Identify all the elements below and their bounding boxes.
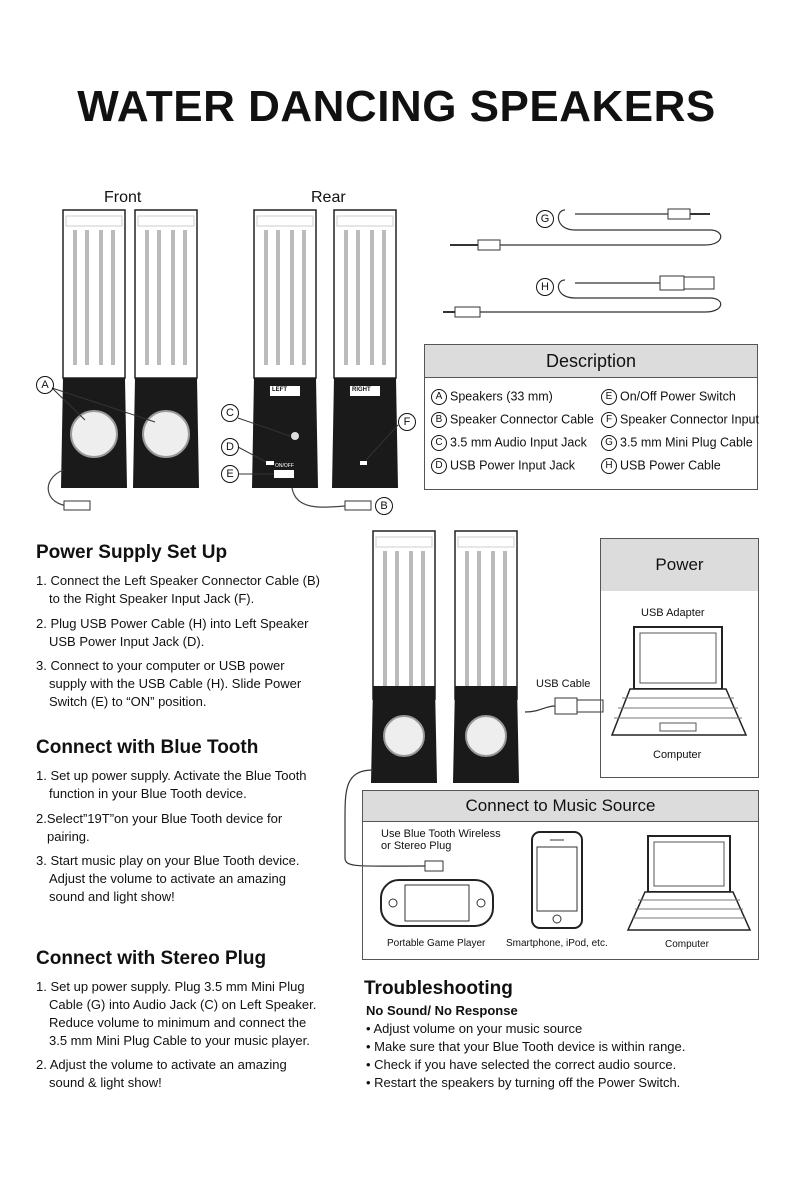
troubleshooting-item: • Make sure that your Blue Tooth device is within range. — [366, 1039, 686, 1054]
bluetooth-step-2: 2.Select”19T”on your Blue Tooth device for pairing. — [36, 811, 283, 844]
desc-item: F Speaker Connector Input — [601, 412, 759, 428]
power-setup-heading: Power Supply Set Up — [36, 542, 228, 563]
callout-b: B — [375, 497, 393, 515]
troubleshooting-item: • Adjust volume on your music source — [366, 1021, 583, 1036]
callout-f: F — [398, 413, 416, 431]
callout-a: A — [36, 376, 54, 394]
music-note-line1: Use Blue Tooth Wireless — [381, 828, 501, 840]
troubleshooting-item: • Restart the speakers by turning off the Power Switch. — [366, 1075, 681, 1090]
setup-left-speaker — [371, 531, 437, 783]
power-step-2: 2. Plug USB Power Cable (H) into Left Speaker USB Power Input Jack (D). — [36, 616, 309, 649]
music-note-line2: or Stereo Plug — [381, 840, 452, 852]
troubleshooting-subheading: No Sound/ No Response — [366, 1003, 518, 1018]
music-computer-label: Computer — [665, 939, 709, 950]
smartphone-label: Smartphone, iPod, etc. — [506, 938, 608, 949]
power-step-1: 1. Connect the Left Speaker Connector Cable (B) to the Right Speaker Input Jack (F). — [36, 573, 321, 606]
desc-item: E On/Off Power Switch — [601, 389, 736, 405]
desc-item: D USB Power Input Jack — [431, 458, 575, 474]
bluetooth-step-1: 1. Set up power supply. Activate the Blue Tooth function in your Blue Tooth device. — [36, 768, 307, 801]
stereo-step-2: 2. Adjust the volume to activate an amazing sound & light show! — [36, 1057, 287, 1090]
callout-h: H — [536, 278, 554, 296]
troubleshooting-item: • Check if you have selected the correct audio source. — [366, 1057, 677, 1072]
desc-item: H USB Power Cable — [601, 458, 721, 474]
callout-c: C — [221, 404, 239, 422]
rear-label: Rear — [311, 189, 346, 206]
usb-adapter-label: USB Adapter — [641, 607, 705, 619]
description-heading: Description — [425, 345, 757, 378]
callout-e: E — [221, 465, 239, 483]
stereo-heading: Connect with Stereo Plug — [36, 948, 267, 969]
power-computer-label: Computer — [653, 749, 702, 761]
callout-d: D — [221, 438, 239, 456]
right-tag: RIGHT — [352, 387, 371, 393]
desc-item: B Speaker Connector Cable — [431, 412, 594, 428]
desc-item: G 3.5 mm Mini Plug Cable — [601, 435, 753, 451]
usb-cable-label: USB Cable — [536, 678, 591, 690]
power-heading: Power — [601, 539, 758, 591]
page-title: WATER DANCING SPEAKERS — [77, 82, 716, 131]
switch-tag: ON/OFF — [275, 463, 294, 469]
power-step-3: 3. Connect to your computer or USB power supply with the USB Cable (H). Slide Power Switch (E) to “ON” position. — [36, 658, 302, 709]
music-source-panel — [362, 790, 759, 960]
bluetooth-heading: Connect with Blue Tooth — [36, 737, 259, 758]
callout-g: G — [536, 210, 554, 228]
game-player-label: Portable Game Player — [387, 938, 486, 949]
troubleshooting-heading: Troubleshooting — [364, 978, 513, 999]
desc-item: C 3.5 mm Audio Input Jack — [431, 435, 587, 451]
left-tag: LEFT — [272, 387, 287, 393]
front-label: Front — [104, 189, 142, 206]
music-source-heading: Connect to Music Source — [363, 791, 758, 822]
desc-item: A Speakers (33 mm) — [431, 389, 553, 405]
bluetooth-step-3: 3. Start music play on your Blue Tooth device. Adjust the volume to activate an amazing sound and light show! — [36, 853, 300, 904]
troubleshooting-list — [366, 1020, 685, 1092]
stereo-step-1: 1. Set up power supply. Plug 3.5 mm Mini Plug Cable (G) into Audio Jack (C) on Left Speaker. Reduce volume to minimum and connect the 3.5 mm Mini Plug Cable to your music player. — [36, 979, 317, 1048]
setup-right-speaker — [453, 531, 519, 783]
power-panel — [600, 538, 759, 778]
